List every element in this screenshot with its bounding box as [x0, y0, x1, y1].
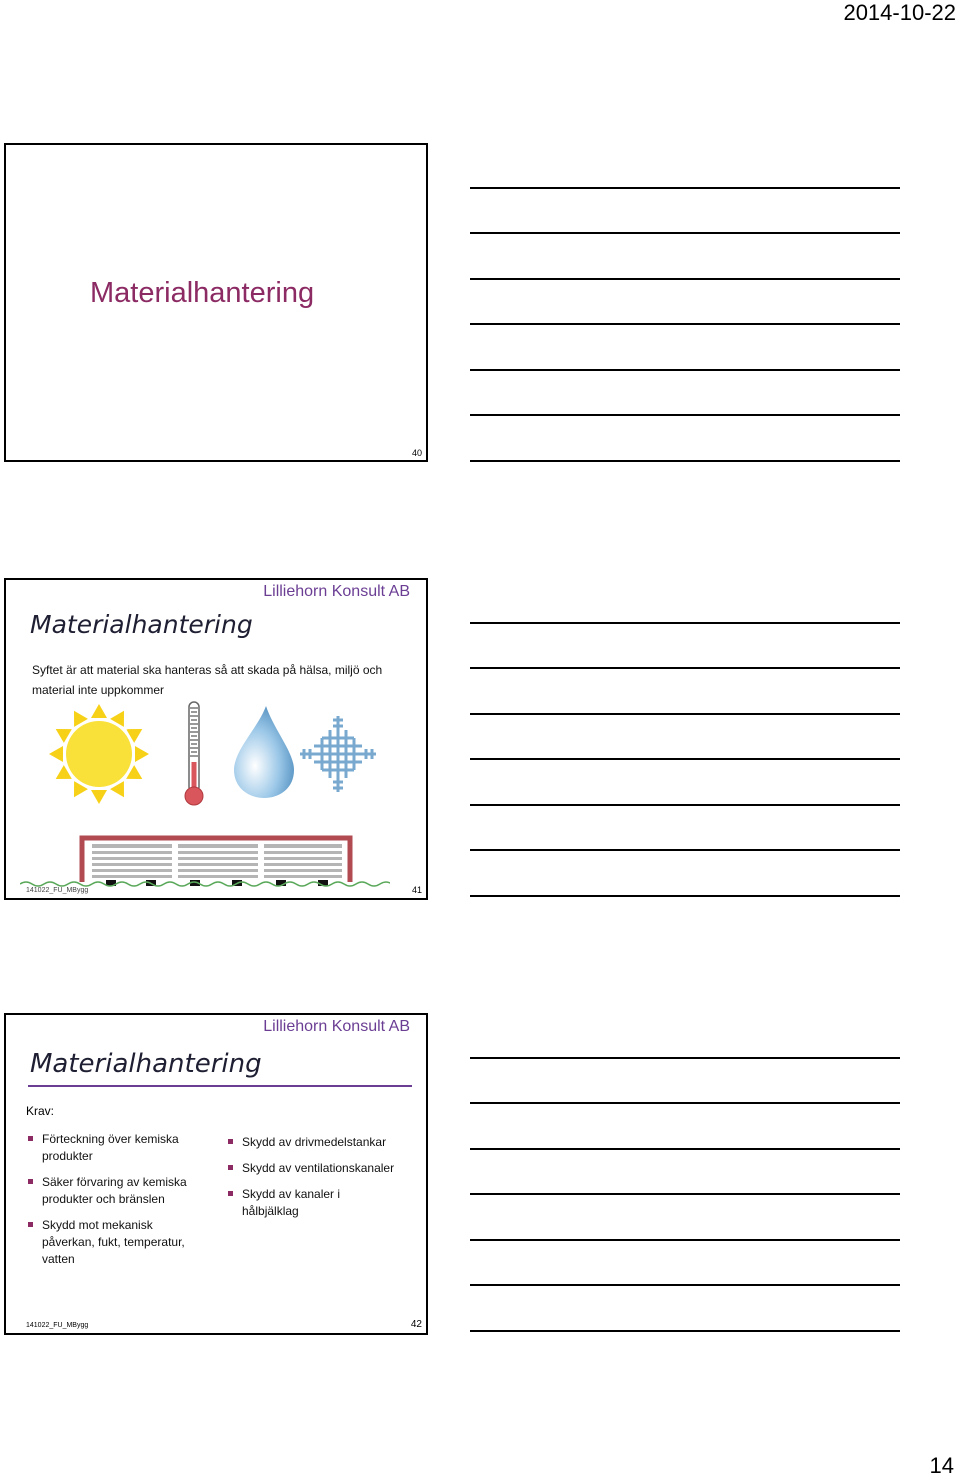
building-icon	[20, 830, 390, 892]
list-item: Förteckning över kemiska produkter	[26, 1131, 196, 1165]
slide-title: Materialhantering	[90, 277, 315, 309]
hazard-illustration	[46, 698, 386, 810]
requirements-list-left	[26, 1131, 196, 1277]
slide-number: 42	[410, 1319, 422, 1330]
title-divider	[28, 1085, 412, 1087]
thermometer-icon	[185, 702, 203, 805]
page-number: 14	[929, 1453, 954, 1478]
footer-code: 141022_FU_MBygg	[26, 887, 89, 894]
sun-icon	[49, 704, 149, 804]
slide-42	[4, 1013, 428, 1335]
slide-number: 40	[411, 448, 422, 458]
list-item: Skydd av kanaler i hålbjälklag	[226, 1186, 396, 1220]
water-drop-icon	[234, 706, 294, 798]
slide-40	[4, 143, 428, 462]
page-date: 2014-10-22	[843, 0, 956, 25]
list-item: Skydd mot mekanisk påverkan, fukt, temperatur, vatten	[26, 1217, 196, 1268]
list-item: Skydd av drivmedelstankar	[226, 1134, 396, 1151]
list-item: Skydd av ventilationskanaler	[226, 1160, 396, 1177]
requirements-heading: Krav:	[26, 1104, 55, 1118]
slide-number: 41	[411, 885, 422, 895]
purpose-text: Syftet är att material ska hanteras så att skada på hälsa, miljö och material inte uppkommer	[32, 663, 383, 697]
requirements-list-right	[226, 1134, 396, 1229]
company-name: Lilliehorn Konsult AB	[263, 1018, 410, 1035]
list-item: Säker förvaring av kemiska produkter och bränslen	[26, 1174, 196, 1208]
slide-41	[4, 578, 428, 900]
frost-icon	[300, 716, 376, 792]
slide-title: Materialhantering	[30, 610, 253, 639]
slide-title: Materialhantering	[30, 1049, 262, 1079]
company-name: Lilliehorn Konsult AB	[263, 583, 410, 600]
footer-code: 141022_FU_MBygg	[26, 1322, 89, 1329]
